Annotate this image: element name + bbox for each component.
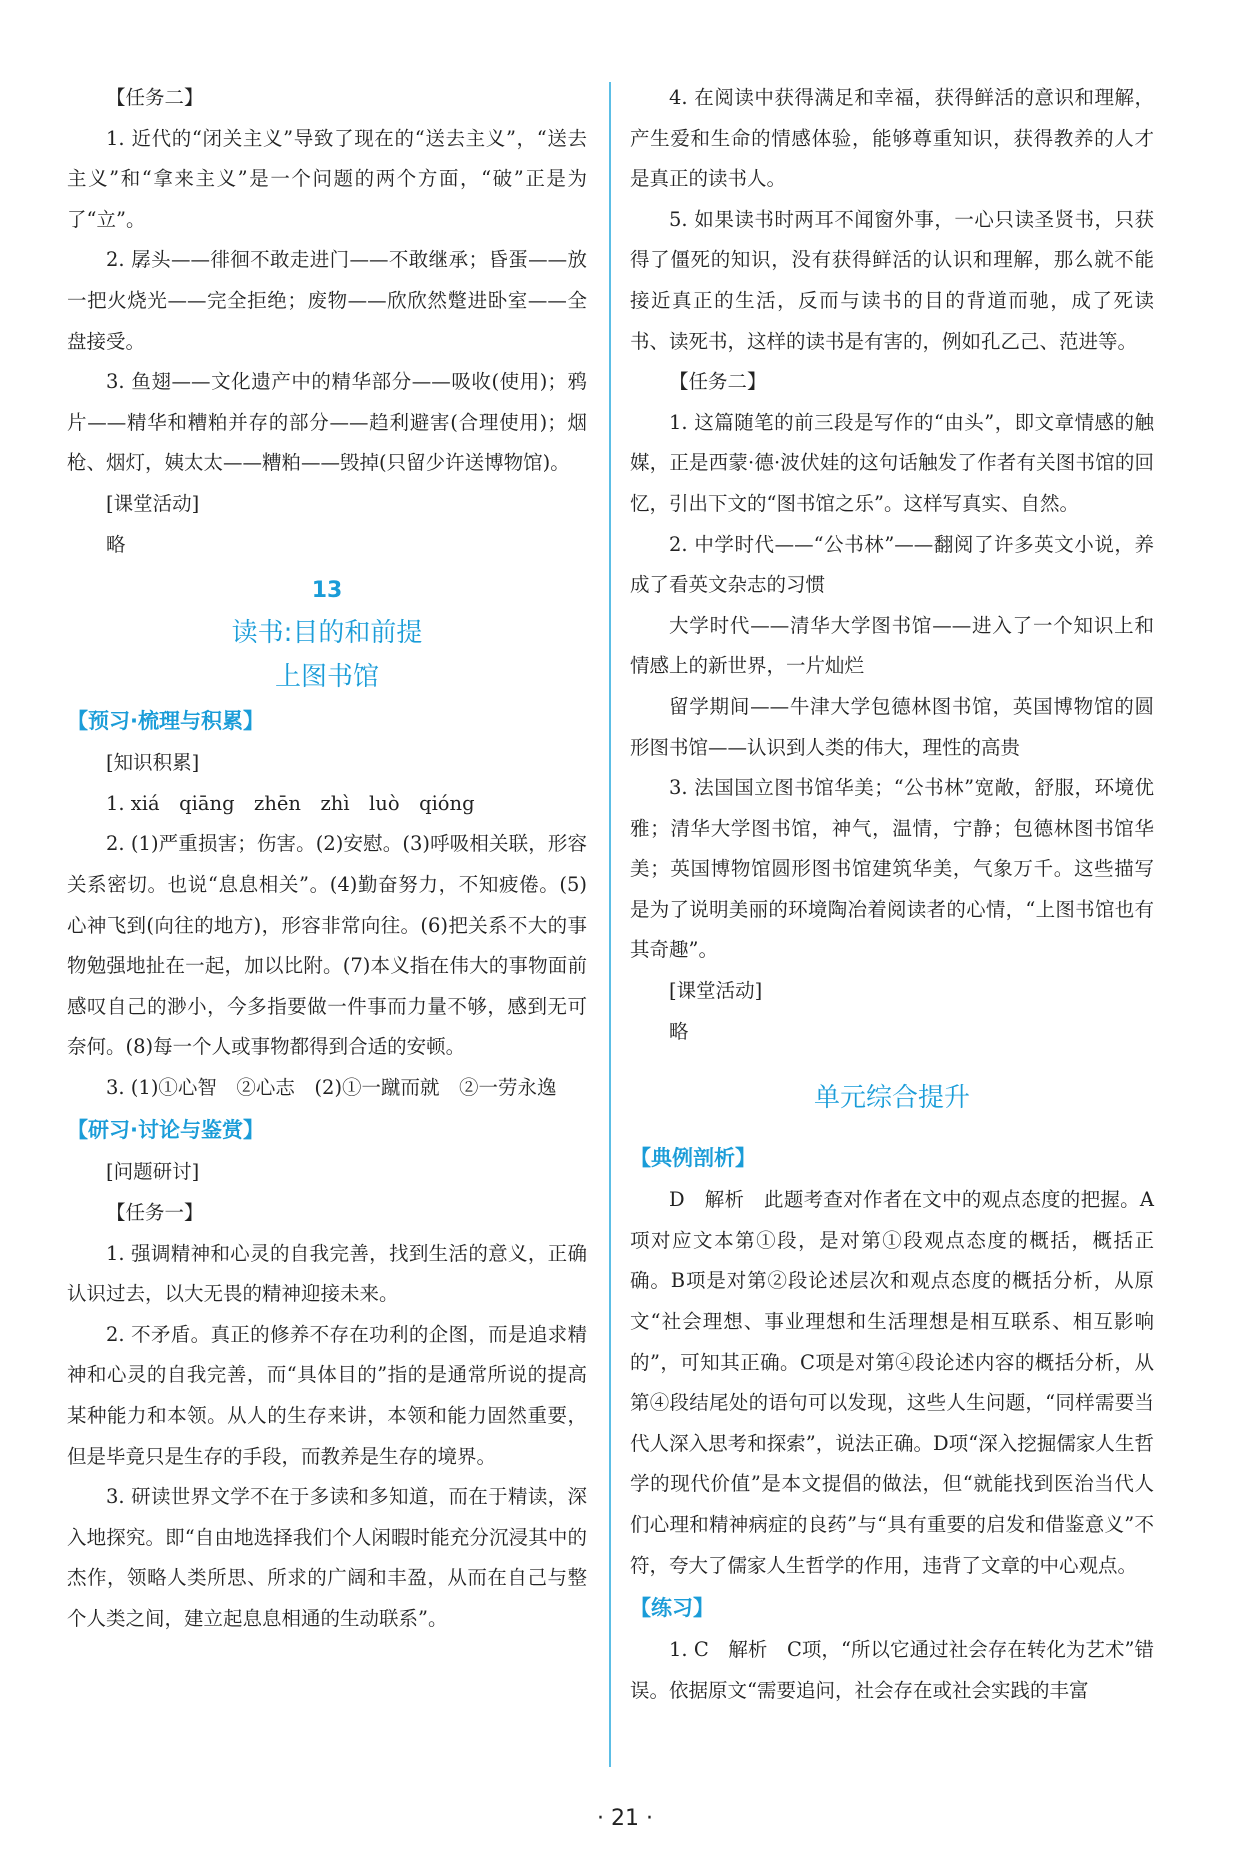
page-number: · 21 ·	[597, 1806, 653, 1831]
lesson-title: 读书:目的和前提	[231, 618, 423, 649]
left-column	[67, 78, 587, 1640]
class-activity-text: 略	[669, 1019, 689, 1043]
knowledge-label: [知识积累]	[106, 751, 200, 775]
practice-answer: 1. C 解析 C项，“所以它通过社会存在转化为艺术”错误。依据原文“需要追问，社会存在或社会实践的丰富	[630, 1638, 1154, 1702]
paragraph: 1. xiá qiāng zhēn zhì luò qióng	[106, 791, 475, 815]
paragraph: 4. 在阅读中获得满足和幸福，获得鲜活的意识和理解，产生爱和生命的情感体验，能够尊重知识，获得教养的人才是真正的读书人。	[630, 86, 1154, 191]
class-activity-text: 略	[106, 532, 126, 556]
preview-section-heading: 【预习·梳理与积累】	[67, 709, 264, 734]
class-activity-label: [课堂活动]	[669, 979, 763, 1003]
paragraph: 2. (1)严重损害；伤害。(2)安慰。(3)呼吸相关联，形容关系密切。也说“息息相关”。(4)勤奋努力，不知疲倦。(5)心神飞到(向往的地方)，形容非常向往。(6)把关系不大的事物勉强地扯在一起，加以比附。(7)本义指在伟大的事物面前感叹自己的渺小，今多指要做一件事而力量不够，感到无可奈何。(8)每一个人或事物都得到合适的安顿。	[67, 832, 587, 1059]
class-activity-label: [课堂活动]	[106, 491, 200, 515]
unit-title: 单元综合提升	[813, 1083, 970, 1114]
paragraph: 5. 如果读书时两耳不闻窗外事，一心只读圣贤书，只获得了僵死的知识，没有获得鲜活的认识和理解，那么就不能接近真正的生活，反而与读书的目的背道而驰，成了死读书、读死书，这样的读书是有害的，例如孔乙己、范进等。	[630, 207, 1154, 353]
paragraph: 1. 这篇随笔的前三段是写作的“由头”，即文章情感的触媒，正是西蒙·德·波伏娃的这句话触发了作者有关图书馆的回忆，引出下文的“图书馆之乐”。这样写真实、自然。	[630, 410, 1154, 515]
paragraph: 1. 近代的“闭关主义”导致了现在的“送去主义”，“送去主义”和“拿来主义”是一个问题的两个方面，“破”正是为了“立”。	[67, 126, 587, 231]
lesson-number: 13	[311, 578, 343, 604]
practice-section-heading: 【练习】	[630, 1596, 714, 1621]
example-analysis: D 解析 此题考查对作者在文中的观点态度的把握。A项对应文本第①段，是对第①段观点态度的概括，概括正确。B项是对第②段论述层次和观点态度的概括分析，从原文“社会理想、事业理想和生活理想是相互联系、相互影响的”，可知其正确。C项是对第④段论述内容的概括分析，从第④段结尾处的语句可以发现，这些人生问题，“同样需要当代人深入思考和探索”，说法正确。D项“深入挖掘儒家人生哲学的现代价值”是本文提倡的做法，但“就能找到医治当代人们心理和精神病症的良药”与“具有重要的启发和借鉴意义”不符，夸大了儒家人生哲学的作用，违背了文章的中心观点。	[630, 1188, 1154, 1577]
paragraph: 3. (1)①心智 ②心志 (2)①一蹴而就 ②一劳永逸	[106, 1075, 557, 1099]
lesson-subtitle: 上图书馆	[274, 662, 379, 693]
paragraph: 3. 鱼翅——文化遗产中的精华部分——吸收(使用)；鸦片——精华和糟粕并存的部分——趋利避害(合理使用)；烟枪、烟灯，姨太太——糟粕——毁掉(只留少许送博物馆)。	[67, 370, 587, 475]
paragraph: 留学期间——牛津大学包德林图书馆，英国博物馆的圆形图书馆——认识到人类的伟大，理性的高贵	[630, 694, 1154, 759]
task2-label: 【任务二】	[669, 370, 767, 394]
task2-label: 【任务二】	[106, 86, 204, 109]
paragraph: 大学时代——清华大学图书馆——进入了一个知识上和情感上的新世界，一片灿烂	[630, 613, 1154, 678]
paragraph: 3. 研读世界文学不在于多读和多知道，而在于精读，深入地探究。即“自由地选择我们个人闲暇时能充分沉浸其中的杰作，领略人类所思、所求的广阔和丰盈，从而在自己与整个人类之间，建立起息息相通的生动联系”。	[67, 1485, 587, 1630]
paragraph: 2. 中学时代——“公书林”——翻阅了许多英文小说，养成了看英文杂志的习惯	[630, 532, 1154, 597]
paragraph: 2. 孱头——徘徊不敢走进门——不敢继承；昏蛋——放一把火烧光——完全拒绝；废物——欣欣然蹩进卧室——全盘接受。	[67, 248, 587, 353]
column-divider	[609, 82, 611, 1767]
paragraph: 3. 法国国立图书馆华美；“公书林”宽敞，舒服，环境优雅；清华大学图书馆，神气，温情，宁静；包德林图书馆华美；英国博物馆圆形图书馆建筑华美，气象万千。这些描写是为了说明美丽的环境陶冶着阅读者的心情，“上图书馆也有其奇趣”。	[630, 776, 1154, 962]
paragraph: 1. 强调精神和心灵的自我完善，找到生活的意义，正确认识过去，以大无畏的精神迎接未来。	[67, 1241, 587, 1306]
problem-label: [问题研讨]	[106, 1160, 200, 1184]
task1-label: 【任务一】	[106, 1201, 204, 1225]
study-section-heading: 【研习·讨论与鉴赏】	[67, 1118, 264, 1143]
right-column	[630, 78, 1154, 1711]
example-section-heading: 【典例剖析】	[630, 1146, 756, 1171]
paragraph: 2. 不矛盾。真正的修养不存在功利的企图，而是追求精神和心灵的自我完善，而“具体目的”指的是通常所说的提高某种能力和本领。从人的生存来讲，本领和能力固然重要，但是毕竟只是生存的手段，而教养是生存的境界。	[67, 1322, 587, 1468]
